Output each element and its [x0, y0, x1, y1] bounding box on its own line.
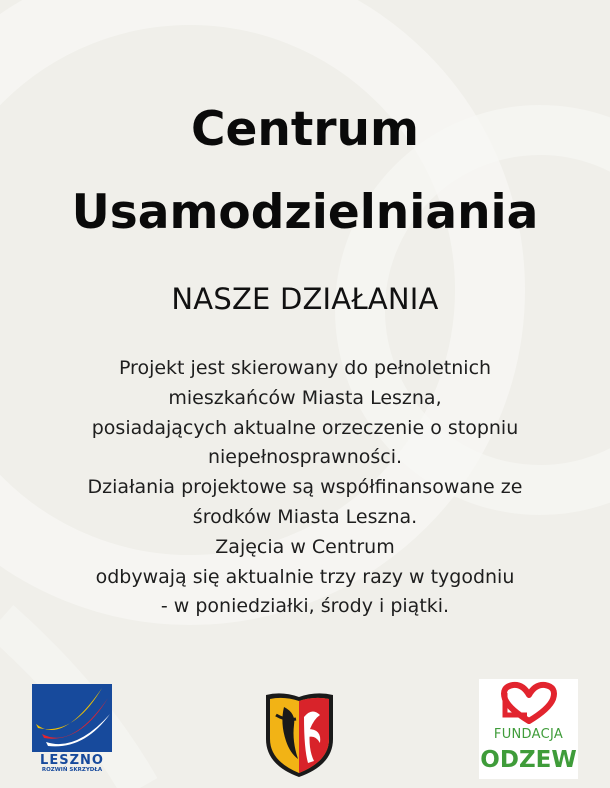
leszno-logo-name: LESZNO	[40, 753, 104, 768]
description-paragraph	[40, 354, 570, 622]
description-line: - w poniedziałki, środy i piątki.	[160, 595, 450, 618]
leszno-logo-tagline: ROZWIŃ SKRZYDŁA	[41, 767, 103, 773]
leszno-wing-logo-icon	[32, 684, 112, 752]
description-line: niepełnosprawności.	[207, 446, 403, 469]
leszno-coat-of-arms-icon	[262, 689, 337, 779]
section-heading: NASZE DZIAŁANIA	[171, 282, 439, 316]
description-line: odbywają się aktualnie trzy razy w tygodniu	[95, 565, 515, 588]
description-line: środków Miasta Leszna.	[192, 505, 418, 528]
page-title-line-1: Centrum	[191, 102, 419, 157]
odzew-logo-line2: ODZEW	[480, 747, 577, 773]
description-line: Zajęcia w Centrum	[215, 535, 395, 558]
odzew-logo-line1: FUNDACJA	[493, 727, 564, 742]
page-title-line-2: Usamodzielniania	[71, 185, 539, 240]
leszno-logo	[32, 684, 112, 774]
heart-logo-icon	[479, 679, 578, 727]
description-line: Projekt jest skierowany do pełnoletnich	[118, 357, 492, 379]
description-line: mieszkańców Miasta Leszna,	[168, 386, 442, 409]
fundacja-odzew-logo	[479, 679, 578, 779]
description-line: Działania projektowe są współfinansowane ze	[87, 476, 523, 499]
description-line: posiadających aktualne orzeczenie o stopniu	[91, 416, 519, 439]
